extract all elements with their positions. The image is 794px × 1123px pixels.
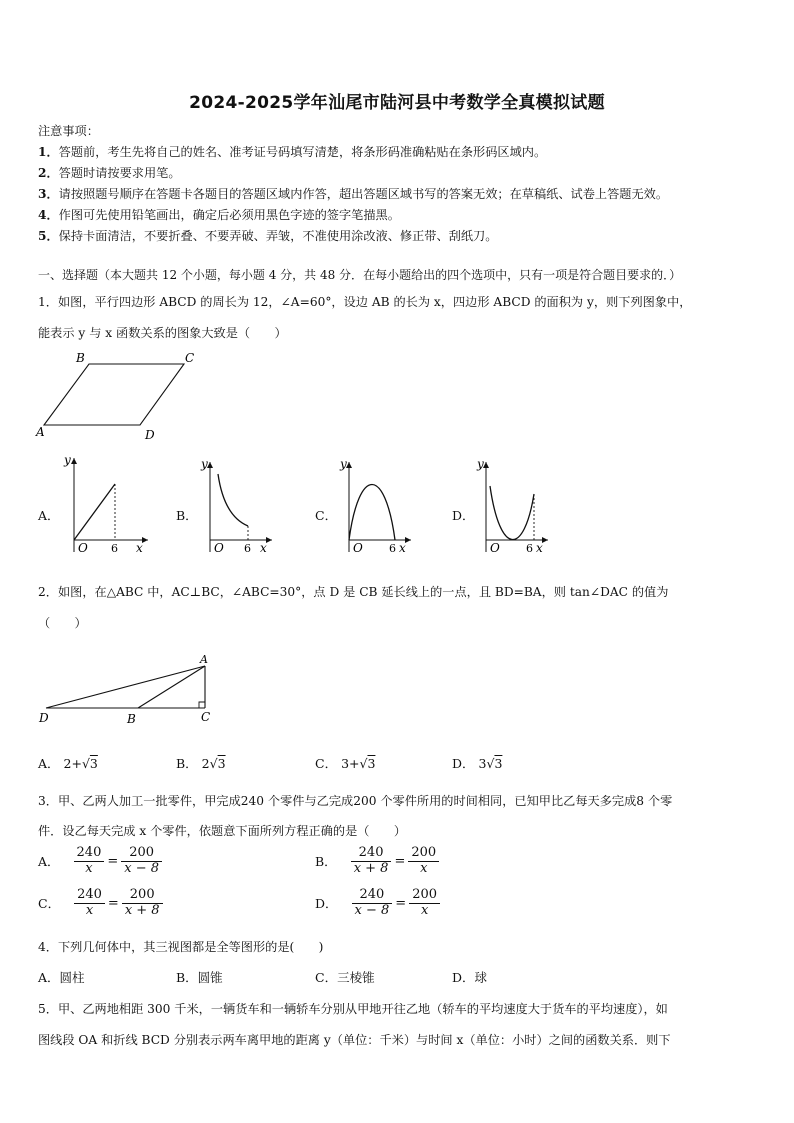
q2-option-d[interactable]: D． 3√3 (452, 756, 503, 771)
q4-option-d[interactable]: D．球 (452, 970, 488, 985)
q2-line2: （ ） (38, 616, 87, 630)
q2-vertex-b: B (127, 712, 136, 726)
q1-option-c-label[interactable]: C． (315, 508, 338, 523)
q3-line2: 件．设乙每天完成 x 个零件，依题意下面所列方程正确的是（ ） (38, 824, 407, 838)
q1-vertex-d: D (145, 428, 155, 442)
q3-line1: 3．甲、乙两人加工一批零件，甲完成240 个零件与乙完成200 个零件所用的时间相同，已知甲比乙每天多完成8 个零 (38, 794, 673, 808)
svg-text:6: 6 (389, 542, 396, 555)
svg-text:y: y (201, 457, 208, 471)
q3-option-b[interactable]: B． $\frac{240}{x + 8}$ = $\frac{200}{x}$ (315, 846, 439, 877)
svg-text:O: O (214, 541, 224, 555)
q5-line2: 图线段 OA 和折线 BCD 分别表示两车离甲地的距离 y（单位：千米）与时间 x（单位：小时）之间的函数关系．则下 (38, 1033, 671, 1047)
q2-option-a[interactable]: A． 2+√3 (38, 756, 98, 771)
q2-option-b[interactable]: B． 2√3 (176, 756, 226, 771)
q1-option-d-graph[interactable] (472, 456, 552, 556)
q1-vertex-a: A (36, 425, 45, 439)
svg-text:x: x (260, 541, 267, 555)
svg-text:6: 6 (111, 542, 118, 555)
notes-heading: 注意事项： (38, 124, 99, 138)
svg-text:x: x (136, 541, 143, 555)
q4-option-b[interactable]: B．圆锥 (176, 970, 223, 985)
q2-vertex-d: D (39, 711, 49, 725)
q1-option-d-label[interactable]: D． (452, 508, 475, 523)
notes-item: 2．答题时请按要求用笔。 (38, 166, 181, 180)
q4-line1: 4．下列几何体中，其三视图都是全等图形的是( ) (38, 940, 324, 954)
q3-option-d[interactable]: D． $\frac{240}{x - 8}$ = $\frac{200}{x}$ (315, 888, 440, 919)
parallelogram-shape (44, 364, 184, 425)
svg-text:y: y (477, 457, 484, 471)
q3-option-c[interactable]: C． $\frac{240}{x}$ = $\frac{200}{x + 8}$ (38, 888, 163, 919)
q2-vertex-a: A (200, 653, 208, 666)
q2-line1: 2．如图，在△ABC 中，AC⊥BC，∠ABC=30°，点 D 是 CB 延长线上的一点，且 BD=BA，则 tan∠DAC 的值为 (38, 585, 669, 599)
q1-line1: 1．如图，平行四边形 ABCD 的周长为 12，∠A=60°，设边 AB 的长为 x，四边形 ABCD 的面积为 y，则下列图象中， (38, 295, 692, 309)
svg-text:y: y (340, 457, 347, 471)
notes-item: 3．请按照题号顺序在答题卡各题目的答题区域内作答，超出答题区域书写的答案无效；在草稿纸、试卷上答题无效。 (38, 187, 669, 201)
svg-text:x: x (536, 541, 543, 555)
svg-text:6: 6 (526, 542, 533, 555)
q2-vertex-c: C (201, 710, 211, 724)
notes-item: 4．作图可先使用铅笔画出，确定后必须用黑色字迹的签字笔描黑。 (38, 208, 400, 222)
q3-option-a[interactable]: A． $\frac{240}{x}$ = $\frac{200}{x - 8}$ (38, 846, 162, 877)
svg-text:x: x (399, 541, 406, 555)
q1-option-b-graph[interactable] (196, 456, 276, 556)
q1-line2: 能表示 y 与 x 函数关系的图象大致是（ ） (38, 326, 287, 340)
notes-item: 1．答题前，考生先将自己的姓名、准考证号码填写清楚，将条形码准确粘贴在条形码区域内。 (38, 145, 547, 159)
q1-vertex-c: C (185, 351, 195, 365)
q1-option-c-graph[interactable] (335, 456, 415, 556)
q1-vertex-b: B (76, 351, 85, 365)
svg-text:O: O (78, 541, 88, 555)
svg-text:6: 6 (244, 542, 251, 555)
q1-option-a-graph[interactable] (60, 452, 152, 558)
svg-text:O: O (490, 541, 500, 555)
notes-item: 5．保持卡面清洁，不要折叠、不要弄破、弄皱，不准使用涂改液、修正带、刮纸刀。 (38, 229, 498, 243)
q5-line1: 5．甲、乙两地相距 300 千米，一辆货车和一辆轿车分别从甲地开往乙地（轿车的平均速度大于货车的平均速度），如 (38, 1002, 668, 1016)
svg-text:O: O (353, 541, 363, 555)
section-heading: 一、选择题（本大题共 12 个小题，每小题 4 分，共 48 分．在每小题给出的四个选项中，只有一项是符合题目要求的．） (38, 268, 682, 282)
q4-option-c[interactable]: C．三棱锥 (315, 970, 375, 985)
q2-option-c[interactable]: C． 3+√3 (315, 756, 376, 771)
q4-option-a[interactable]: A．圆柱 (38, 970, 85, 985)
q1-option-a-label[interactable]: A． (38, 508, 60, 523)
q1-option-b-label[interactable]: B． (176, 508, 198, 523)
svg-text:y: y (64, 453, 71, 467)
q1-parallelogram-figure (32, 346, 202, 444)
q2-triangle-figure (34, 650, 220, 728)
page-title: 2024-2025学年汕尾市陆河县中考数学全真模拟试题 (189, 93, 605, 113)
